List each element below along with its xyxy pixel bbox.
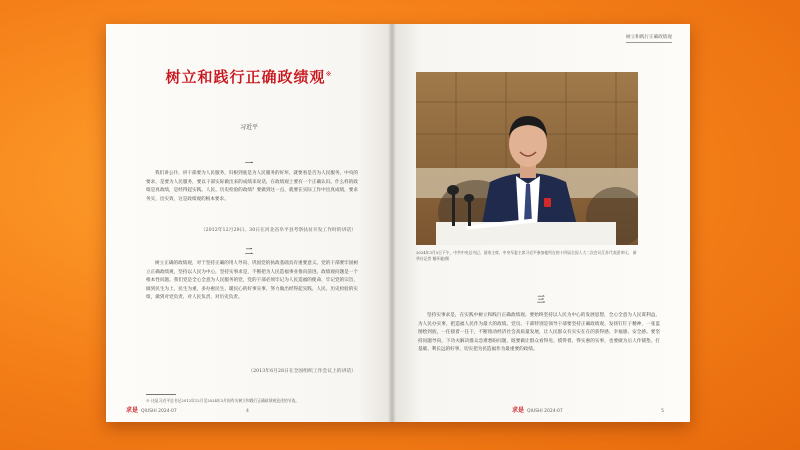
footnote: ※ 这是习近平总书记2012年12月至2024年3月间有关树立和践行正确政绩观论述的节选。 [146, 398, 300, 403]
paragraph-3: 坚持实事求是，在实践中树立和践行正确政绩观。要始终坚持以人民为中心的发展思想，全心全意为人民谋利益，为人民办实事，把造福人民作为最大的政绩。党员、干部特别是领导干部要坚持正确政绩观，发扬钉钉子精神，一张蓝图绘到底，一任接着一任干，不断推动经济社会高质量发展，让人民群众有实实在在的获得感、幸福感、安全感。要坚持问题导向，下功夫解决群众急难愁盼问题，既要做让群众看得见、摸得着、得实惠的实事，也要做为后人作铺垫、打基础、利长远的好事，切实把为民造福作为最重要的政绩。 [418, 313, 660, 353]
meeting-photo [416, 72, 638, 245]
article-title: 树立和践行正确政绩观※ [165, 68, 333, 86]
author: 习近平 [239, 124, 258, 131]
left-folio [126, 405, 177, 414]
left-page-number: 4 [246, 409, 249, 414]
paragraph-2: 树立正确的政绩观，对于坚持正确的用人导向、巩固党的执政基础具有重要意义。党的干部要牢固树立正确政绩观，坚持以人民为中心，坚持实事求是，不断把为人民造福事业推向前进。政绩观问题是一个根本性问题。我们党是全心全意为人民服务的党，党的干部必须牢记为人民造福的使命，牢记党的宗旨，做到民生为上、民生为重，多办惠民生、暖民心的好事实事，努力做出经得起实践、人民、历史检验的实绩，做到对党负责、对人民负责、对历史负责。 [146, 261, 358, 301]
running-head: 树立和践行正确政绩观 [626, 34, 672, 43]
folio-issue: QIUSHI 2024·07 [141, 409, 177, 414]
footnote-rule [146, 394, 176, 395]
magazine-spread [106, 24, 690, 422]
folio-issue: QIUSHI 2024·07 [527, 409, 563, 414]
paragraph-1: 我们讲公仆，讲干部要为人民服务，归根到底是为人民服务的好坏，就要看是否为人民服务，中央的要求，是要为人民服务，要以干部实际做出来的成绩来说话，在政绩观上要有一个正确认识。什么样的政绩是真政绩，是经得起实践、人民、历史检验的政绩？要做到这一点，就要在实际工作中出真成绩，要求务实，出实效，这是政绩观的根本要求。 [146, 171, 358, 202]
book-spine [388, 24, 396, 422]
section-number-3: 三 [537, 294, 545, 304]
folio-brand: 求是 [512, 407, 525, 414]
left-page [106, 24, 392, 422]
citation-1: （2012年12月29日、30日在河北省阜平县考察扶贫开发工作时的讲话） [200, 228, 356, 233]
title-note-mark: ※ [325, 70, 333, 78]
right-page [392, 24, 690, 422]
folio-brand: 求是 [126, 407, 139, 414]
right-page-number: 5 [661, 409, 664, 414]
section-number-2: 二 [245, 246, 253, 256]
photo-caption: 2024年3月5日下午，中共中央总书记、国家主席、中央军委主席习近平参加他所在的十四届全国人大二次会议江苏代表团审议。 新华社记者 谢环驰/摄 [416, 250, 637, 261]
citation-2: （2013年6月28日在全国组织工作会议上的讲话） [248, 369, 356, 374]
right-folio [512, 405, 563, 414]
meeting-photo-illustration [416, 72, 638, 245]
section-number-1: 一 [245, 158, 253, 168]
